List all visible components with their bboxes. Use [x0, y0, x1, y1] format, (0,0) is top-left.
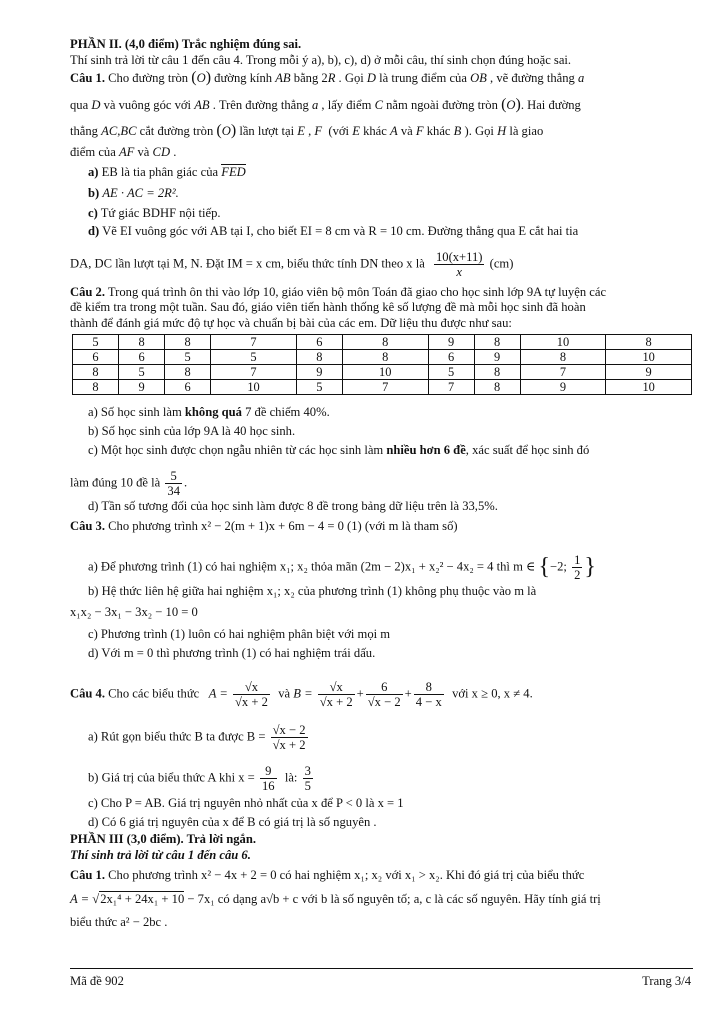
table-cell: 7 [211, 365, 297, 380]
table-cell: 5 [428, 365, 474, 380]
q4-c: c) Cho P = AB. Giá trị nguyên nhỏ nhất của x để P < 0 là x = 1 [88, 796, 404, 810]
q2-d: d) Tần số tương đối của học sinh làm được 8 đề trong bảng dữ liệu trên là 33,5%. [88, 499, 498, 513]
q3-d: d) Với m = 0 thì phương trình (1) có hai nghiệm trái dấu. [88, 646, 376, 660]
table-cell: 9 [474, 350, 520, 365]
p3-q1-line3: biểu thức a² − 2bc . [70, 915, 168, 929]
q2-data-table [72, 334, 692, 395]
q4-A-fraction: $\frac{√x}{√x + 2}$ [235, 680, 268, 709]
table-cell: 6 [119, 350, 165, 365]
table-cell: 7 [428, 380, 474, 395]
table-cell: 6 [428, 350, 474, 365]
q2-b: b) Số học sinh của lớp 9A là 40 học sinh. [88, 424, 296, 438]
p3-q1-line1: Câu 1. Cho phương trình x² − 4x + 2 = 0 có hai nghiệm x₁; x₂ với x₁ > x₂. Khi đó giá trị của biểu thức [70, 868, 585, 882]
table-cell: 10 [606, 350, 692, 365]
table-cell: 9 [428, 335, 474, 350]
table-cell: 5 [119, 365, 165, 380]
table-cell: 5 [211, 350, 297, 365]
part2-heading: PHẦN II. (4,0 điểm) Trắc nghiệm đúng sai. [70, 37, 302, 51]
table-cell: 7 [520, 365, 606, 380]
table-cell: 10 [342, 365, 428, 380]
q3-stem: Câu 3. Cho phương trình x² − 2(m + 1)x + 6m − 4 = 0 (1) (với m là tham số) [70, 519, 458, 533]
q2-line2: đề kiểm tra trong một tuần. Sau đó, giáo viên tiến hành thống kê số lượng đề mà mỗi học sinh đã hoàn [70, 300, 586, 314]
q2-c-line1: c) Một học sinh được chọn ngẫu nhiên từ các học sinh làm nhiều hơn 6 đề, xác suất để học sinh đó [88, 443, 590, 457]
table-cell: 8 [73, 380, 119, 395]
q1-b: b) AE · AC = 2R². [88, 186, 179, 200]
q1-line2: qua D và vuông góc với AB . Trên đường thẳng a , lấy điểm C nằm ngoài đường tròn (O). Hai đường [70, 96, 581, 113]
q1-d-fraction: $\frac{10(x+11)}{x}$ [435, 250, 483, 279]
table-cell: 8 [520, 350, 606, 365]
table-cell: 8 [296, 350, 342, 365]
table-cell: 9 [296, 365, 342, 380]
q3-a-fraction: $\frac{1}{2}$ [574, 553, 581, 582]
q1-line4: điểm của AF và CD . [70, 145, 177, 159]
table-cell: 7 [211, 335, 297, 350]
q4-b: b) Giá trị của biểu thức A khi x = $\frac{9}{16}$ là: $\frac{3}{5}$ [88, 764, 311, 793]
q2-a: a) Số học sinh làm không quá 7 đề chiếm 40%. [88, 405, 330, 419]
table-cell: 8 [119, 335, 165, 350]
table-cell: 10 [211, 380, 297, 395]
q3-b-line1: b) Hệ thức liên hệ giữa hai nghiệm x₁; x₂ của phương trình (1) không phụ thuộc vào m là [88, 584, 537, 598]
q1-c: c) Tứ giác BDHF nội tiếp. [88, 206, 221, 220]
q3-a: a) Để phương trình (1) có hai nghiệm x₁; x₂ thỏa mãn (2m − 2)x₁ + x₂² − 4x₂ = 4 thì m ∈ {−2; $\frac{1}{2}$ } [88, 553, 596, 582]
q1-d-line2: DA, DC lần lượt tại M, N. Đặt IM = x cm, biểu thức tính DN theo x là $\frac{10(x+11)}{x}$ (cm) [70, 250, 514, 279]
table-cell: 6 [73, 350, 119, 365]
table-row [73, 350, 692, 365]
q2-line3: thành để đánh giá mức độ tự học và chuẩn bị bài của các em. Dữ liệu thu được như sau: [70, 316, 512, 330]
footer-page: Trang 3/4 [642, 974, 691, 988]
part2-instruction: Thí sinh trả lời từ câu 1 đến câu 4. Trong mỗi ý a), b), c), d) ở mỗi câu, thí sinh chọn đúng hoặc sai. [70, 53, 572, 67]
table-cell: 8 [606, 335, 692, 350]
q3-b-line2: x₁x₂ − 3x₁ − 3x₂ − 10 = 0 [70, 605, 198, 619]
part3-heading: PHẦN III (3,0 điểm). Trả lời ngắn. [70, 832, 256, 846]
q1-d-line1: d) Vẽ EI vuông góc với AB tại I, cho biết EI = 8 cm và R = 10 cm. Đường thẳng qua E cắt hai tia [88, 224, 579, 238]
q4-b-value-fraction: $\frac{3}{5}$ [304, 764, 311, 793]
table-cell: 10 [520, 335, 606, 350]
q4-stem: Câu 4. Cho các biểu thức A = $\frac{√x}{√x + 2}$ và B = $\frac{√x}{√x + 2}$ + $\frac{6}{√x - 2}$ + $\frac{8}{4 - x}$ với x ≥ 0, x ≠ 4. [70, 680, 533, 709]
q4-a-fraction: $\frac{√x - 2}{√x + 2}$ [272, 723, 306, 752]
table-row [73, 335, 692, 350]
table-row [73, 365, 692, 380]
table-cell: 8 [474, 380, 520, 395]
table-row [73, 380, 692, 395]
q2-c-fraction: $\frac{5}{34}$ [167, 469, 180, 498]
q4-B-term2: $\frac{6}{√x - 2}$ [367, 680, 401, 709]
q1-a: a) EB là tia phân giác của FED [88, 165, 246, 179]
table-cell: 9 [606, 365, 692, 380]
p3-q1-line2: A = √2x₁⁴ + 24x₁ + 10 − 7x₁ có dạng a√b + c với b là số nguyên tố; a, c là các số nguyên. Hãy tính giá trị [70, 892, 601, 906]
footer-divider [70, 968, 693, 969]
q4-a: a) Rút gọn biểu thức B ta được B = $\frac{√x - 2}{√x + 2}$ [88, 723, 306, 752]
table-cell: 9 [119, 380, 165, 395]
q3-c: c) Phương trình (1) luôn có hai nghiệm phân biệt với mọi m [88, 627, 391, 641]
table-cell: 8 [165, 335, 211, 350]
footer-code: Mã đề 902 [70, 974, 124, 988]
table-cell: 6 [296, 335, 342, 350]
q1-line3: thẳng AC,BC cắt đường tròn (O) lần lượt tại E , F (với E khác A và F khác B ). Gọi H là giao [70, 122, 544, 139]
table-cell: 7 [342, 380, 428, 395]
q2-line1: Câu 2. Trong quá trình ôn thi vào lớp 10, giáo viên bộ môn Toán đã giao cho học sinh lớp 9A tự luyện các [70, 285, 607, 299]
table-cell: 10 [606, 380, 692, 395]
q4-d: d) Có 6 giá trị nguyên của x để B có giá trị là số nguyên . [88, 815, 377, 829]
q4-B-term1: $\frac{√x}{√x + 2}$ [319, 680, 353, 709]
table-cell: 8 [474, 335, 520, 350]
table-cell: 6 [165, 380, 211, 395]
table-cell: 5 [165, 350, 211, 365]
table-cell: 9 [520, 380, 606, 395]
table-cell: 8 [342, 350, 428, 365]
q1-line1: Câu 1. Cho đường tròn (O) đường kính AB bằng 2R . Gọi D là trung điểm của OB , vẽ đường thẳng a [70, 69, 585, 86]
table-cell: 5 [296, 380, 342, 395]
table-cell: 8 [73, 365, 119, 380]
table-cell: 5 [73, 335, 119, 350]
table-cell: 8 [474, 365, 520, 380]
part3-instruction: Thí sinh trả lời từ câu 1 đến câu 6. [70, 848, 251, 862]
q4-b-x-fraction: $\frac{9}{16}$ [261, 764, 275, 793]
table-cell: 8 [165, 365, 211, 380]
q4-B-term3: $\frac{8}{4 - x}$ [415, 680, 442, 709]
q2-c-line2: làm đúng 10 đề là $\frac{5}{34}$ . [70, 469, 188, 498]
table-cell: 8 [342, 335, 428, 350]
